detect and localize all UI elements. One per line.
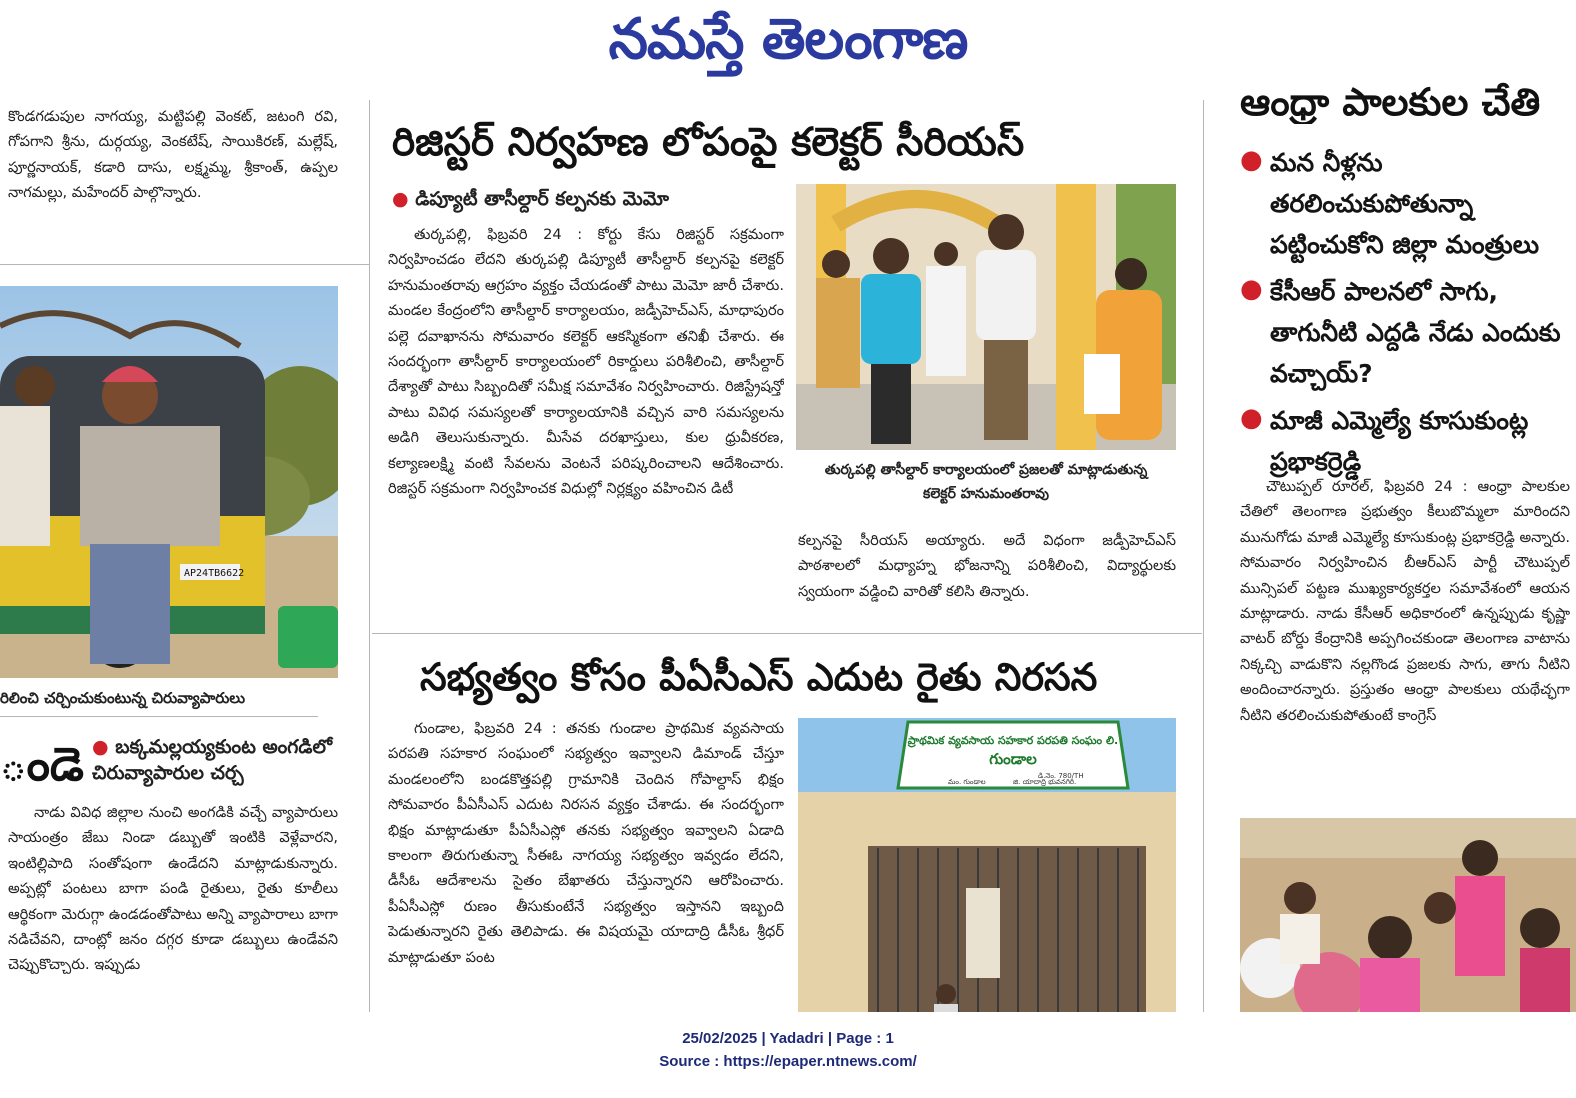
meeting-crowd-photo (1240, 818, 1576, 1012)
column-rule-right (1203, 100, 1204, 1012)
right-bullet-1: ● మన నీళ్లను తరలించుకుపోతున్నా పట్టించుకోని జిల్లా మంత్రులు (1236, 142, 1566, 265)
right-bullet-2: ● కేసీఆర్ పాలనలో సాగు, తాగునీటి ఎద్దడి నేడు ఎందుకు వచ్చాయ్? (1236, 271, 1566, 394)
sign-small-1: డి.నెం. 780/TH (1038, 772, 1084, 780)
footer-date-edition: 25/02/2025 | Yadadri | Page : 1 (682, 1030, 894, 1047)
section-rule-center (372, 633, 1202, 634)
left-story-body: నాడు వివిధ జిల్లాల నుంచి అంగడికి వచ్చే వ్యాపారులు సాయంత్రం జేబు నిండా డబ్బుతో ఇంటికి వెళ్లేవారని, ఇంటిల్లిపాది సంతోషంగా ఉండేదని మాట్లాడుకున్నారు. అప్పట్లో పంటలు బాగా పండి రైతులు, రైతు కూలీలు ఆర్థికంగా మెరుగ్గా ఉండడంతోపాటు అన్ని వ్యాపారాలు బాగా నడిచేవని, దాంట్లో జనం దగ్గర కూడా డబ్బులు ఉండేవని చెప్పుకొచ్చారు. ఇప్పుడు (8, 804, 338, 974)
sign-small-2: మం. గుండాల (948, 778, 986, 786)
section-rule-left-top (0, 264, 369, 265)
right-body: చౌటుప్పల్ రూరల్, ఫిబ్రవరి 24 : ఆంధ్రా పాలకుల చేతిలో తెలంగాణ ప్రభుత్వం కీలుబొమ్మలా మారిందని మునుగోడు మాజీ ఎమ్మెల్యే కూసుకుంట్ల ప్రభాకర్రెడ్డి అన్నారు. సోమవారం నిర్వహించిన బీఆర్ఎస్ పార్టీ చౌటుప్పల్ మున్సిపల్ పట్టణ ముఖ్యకార్యకర్తల సమావేశంలో ఆయన మాట్లాడారు. నాడు కేసీఆర్ అధికారంలో ఉన్నప్పుడు కృష్ణా వాటర్ బోర్డు కేంద్రానికి అప్పగించకుండా తెలంగాణ వాటాను నిక్కచ్చి వాడుకొని నల్లగొండ ప్రజలకు సాగు, తాగు నీటిని అందించారన్నారు. ప్రస్తుతం ఆంధ్రా పాలకులు యథేచ్ఛగా నీటిని తరలించుకుపోతుంటే కాంగ్రెస్ (1240, 478, 1570, 724)
left-names-text: కొండగడుపుల నాగయ్య, మట్టిపల్లి వెంకట్, జటంగి రవి, గోపగాని శ్రీను, దుర్గయ్య, వెంకటేష్, సాయికిరణ్, మల్లేష్, పూర్ణనాయక్, కడారి దాసు, లక్ష్మమ్మ, శ్రీకాంత్, ఉప్పల నాగమల్లు, మహేందర్ పాల్గొన్నారు. (8, 108, 338, 202)
column-rule-left (369, 100, 370, 1012)
center-top-body: తుర్కపల్లి, ఫిబ్రవరి 24 : కోర్టు కేసు రిజిస్టర్ సక్రమంగా నిర్వహించడం లేదని తుర్కపల్లి డిప్యూటీ తాసీల్దార్ కల్పనపై కలెక్టర్ హనుమంతరావు ఆగ్రహం వ్యక్తం చేయడంతో పాటు మెమో జారీ చేశారు. మండల కేంద్రంలోని తాసీల్దార్ కార్యాలయం, జడ్పీహెచ్ఎస్, మాధాపురం పల్లె దవాఖానను సోమవారం కలెక్టర్ ఆకస్మికంగా తనిఖీ చేశారు. ఈ సందర్భంగా తాసీల్దార్ కార్యాలయంలో రికార్డులు పరిశీలించి, తాసీల్దార్ దేశ్యాతో పాటు సిబ్బందితో సమీక్ష సమావేశం నిర్వహించారు. రిజిస్ట్రేషన్తో పాటు వివిధ సమస్యలతో కార్యాలయానికి వచ్చిన వారి సమస్యలను అడిగి తెలుసుకున్నారు. మీసేవ దరఖాస్తులు, కుల ధ్రువీకరణ, కల్యాణలక్ష్మి వంటి సేవలను వెంటనే పరిష్కరించాలని ఆదేశించారు. రిజిస్టర్ సక్రమంగా నిర్వహించక విధుల్లో నిర్లక్ష్యం వహించిన డిటీ (388, 226, 784, 498)
footer-source: Source : https://epaper.ntnews.com/ (659, 1053, 917, 1070)
section-rule-left-mid (0, 716, 318, 717)
bullet-dot-icon: ● (1240, 403, 1263, 433)
left-story-sub-headline: ● బక్కమల్లయ్యకుంట అంగడిలో చిరువ్యాపారుల చర్చ (92, 736, 332, 784)
bullet-dot-icon: ● (1240, 274, 1263, 304)
center-bottom-body: గుండాల, ఫిబ్రవరి 24 : తనకు గుండాల ప్రాథమిక వ్యవసాయ పరపతి సహకార సంఘంలో సభ్యత్వం ఇవ్వాలని డిమాండ్ చేస్తూ మండలంలోని బండకొత్తపల్లి గ్రామానికి చెందిన గోపాల్దాస్ భిక్షం సోమవారం పీఏసీఎస్ ఎదుట నిరసన వ్యక్తం చేశాడు. ఈ సందర్భంగా భిక్షం మాట్లాడుతూ పీఏసీఎస్లో తనకు సభ్యత్వం ఇవ్వాలని ఏడాది కాలంగా తిరుగుతున్నా సీఈఓ నాగయ్య సభ్యత్వం ఇవ్వడం లేదని, డీసీఓ ఆదేశాలను సైతం బేఖాతరు చేస్తున్నారని ఆరోపించారు. పీఏసీఎస్లో రుణం తీసుకుంటేనే సభ్యత్వం ఇస్తానని ఇబ్బంది పెడుతున్నారని రైతు తెలిపాడు. ఈ విషయమై యాదాద్రి డీసీఓ శ్రీధర్ మాట్లాడుతూ పంట (388, 720, 784, 966)
center-top-headline: రిజిస్టర్ నిర్వహణ లోపంపై కలెక్టర్ సీరియస్ (392, 120, 1025, 165)
center-top-photo-caption: తుర్కపల్లి తాసీల్దార్ కార్యాలయంలో ప్రజలతో మాట్లాడుతున్న కలెక్టర్ హనుమంతరావు (824, 462, 1148, 502)
masthead-title: నమస్తే తెలంగాణ (608, 7, 968, 72)
center-bottom-headline: సభ్యత్వం కోసం పీఏసీఎస్ ఎదుట రైతు నిరసన (420, 655, 1098, 699)
pacs-office-photo (798, 718, 1176, 1012)
left-story-headline-partial: ండె (0, 737, 84, 791)
bullet-dot-icon: ● (1240, 145, 1263, 175)
sign-text: ప్రాథమిక వ్యవసాయ సహకార పరపతి సంఘం లి. (907, 734, 1119, 747)
sign-place: గుండాల (989, 750, 1037, 768)
collector-inspection-photo (796, 184, 1176, 450)
bullet-dot-icon: ● (392, 188, 409, 210)
right-bullet-list (1236, 142, 1566, 488)
center-top-continued: కల్పనపై సీరియస్ అయ్యారు. అదే విధంగా జడ్పీహెచ్ఎస్ పాఠశాలలో మధ్యాహ్న భోజనాన్ని పరిశీలించి, విద్యార్థులకు స్వయంగా వడ్డించి వారితో కలిసి తిన్నారు. (798, 532, 1176, 600)
left-photo-caption: రిలించి చర్చించుకుంటున్న చిరువ్యాపారులు (0, 689, 246, 707)
right-headline-partial: ఆంధ్రా పాలకుల చేతి (1240, 80, 1541, 124)
autorickshaw-photo (0, 286, 338, 678)
bullet-dot-icon: ● (92, 736, 109, 758)
center-top-sub-headline: ● డిప్యూటీ తాసీల్దార్ కల్పనకు మెమో (392, 188, 669, 210)
photo-plate: AP24TB6622 (184, 568, 245, 579)
right-bullet-3: ● మాజీ ఎమ్మెల్యే కూసుకుంట్ల ప్రభాకర్రెడ్డి (1236, 400, 1566, 482)
sign-small-3: జి. యాదాద్రి భువనగిరి. (1013, 778, 1077, 786)
